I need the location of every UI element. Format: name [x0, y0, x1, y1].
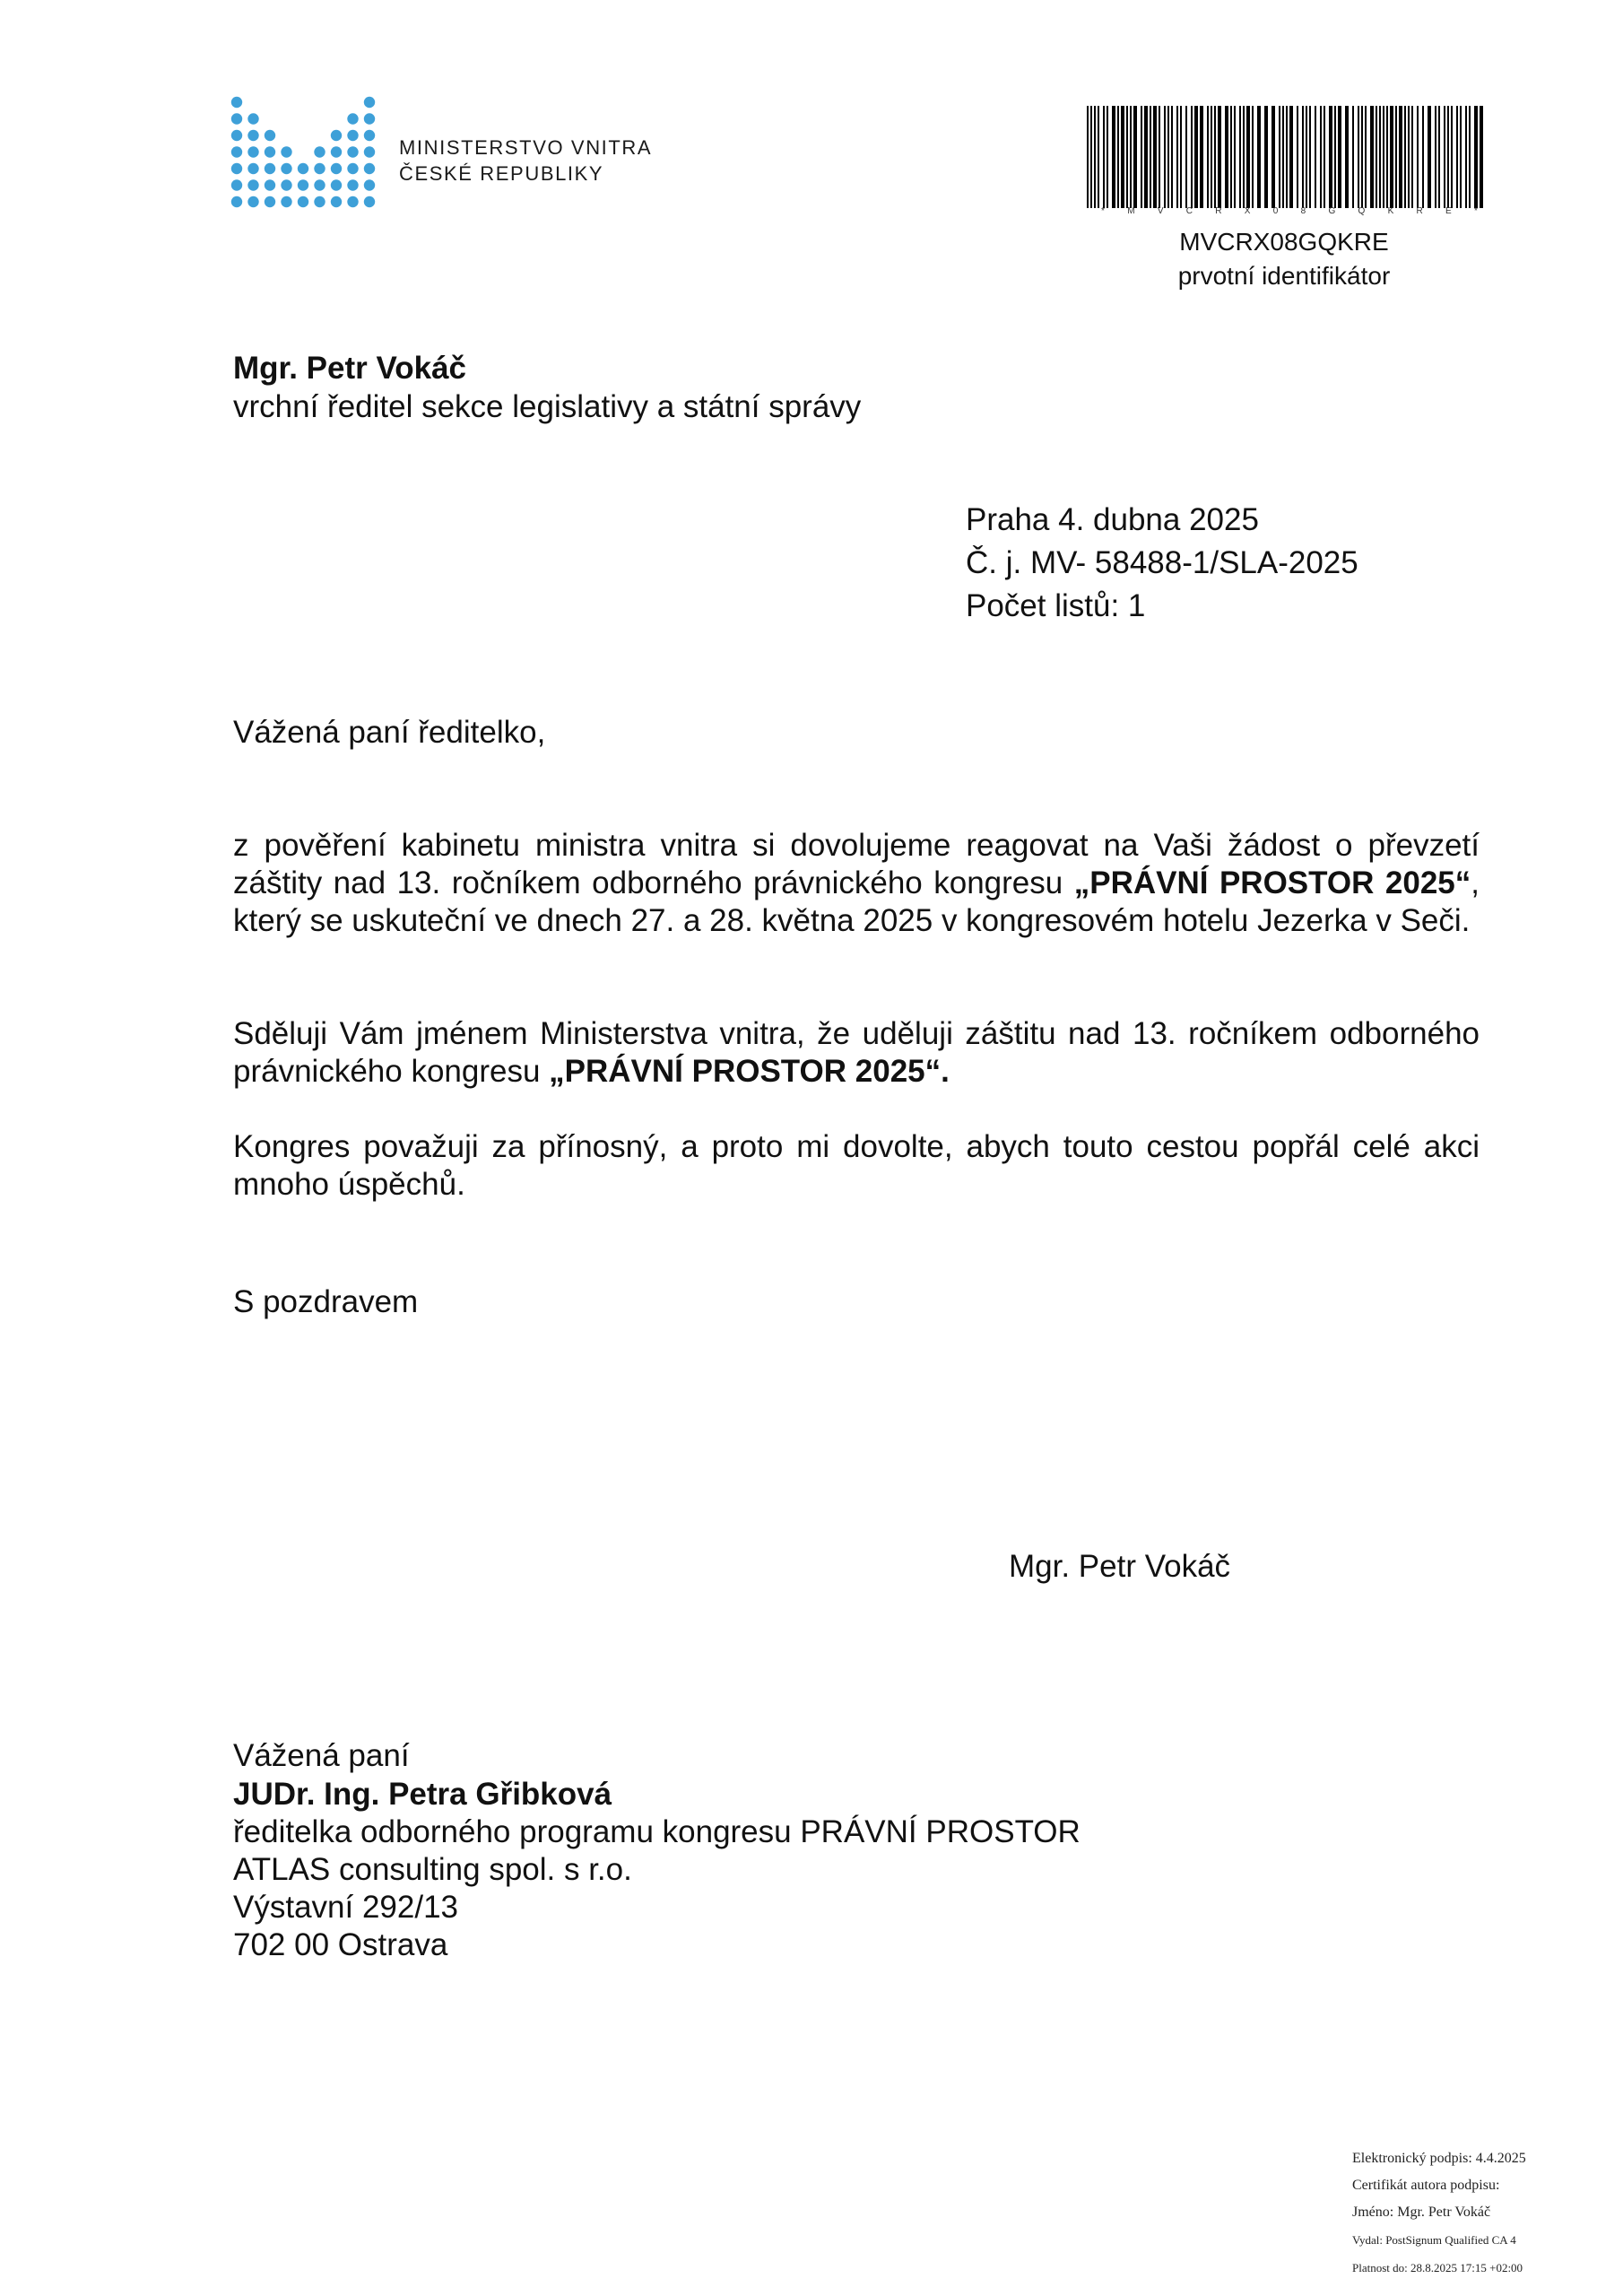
logo-dot	[247, 146, 258, 157]
barcode-bar	[1191, 106, 1193, 208]
body-paragraph-3: Kongres považuji za přínosný, a proto mi dovolte, abych touto cestou popřál celé akci mnoho úspěchů.	[233, 1129, 1480, 1202]
barcode-bar	[1309, 106, 1311, 208]
logo-dot	[347, 146, 358, 157]
logo-dot	[281, 163, 291, 174]
p1-event-name: „PRÁVNÍ PROSTOR 2025“	[1073, 865, 1471, 900]
esign-validity: Platnost do: 28.8.2025 17:15 +02:00	[1352, 2261, 1523, 2274]
barcode-char: *	[1473, 206, 1478, 216]
barcode-char: C	[1185, 206, 1193, 216]
barcode-bar	[1411, 106, 1413, 208]
barcode-bar	[1365, 106, 1367, 208]
logo-dot	[231, 179, 242, 190]
barcode-bar	[1399, 106, 1402, 208]
barcode-char: *	[1101, 206, 1105, 216]
barcode-char: V	[1157, 206, 1164, 216]
barcode-bar	[1094, 106, 1096, 208]
barcode-bar	[1444, 106, 1445, 208]
barcode-char: Q	[1358, 206, 1366, 216]
sender-name: Mgr. Petr Vokáč	[233, 351, 467, 386]
barcode-bar	[1211, 106, 1212, 208]
barcode-bar	[1438, 106, 1440, 208]
barcode-bar	[1383, 106, 1384, 208]
recipient-greeting: Vážená paní	[233, 1738, 410, 1773]
barcode-bar	[1171, 106, 1173, 208]
barcode-bar	[1279, 106, 1280, 208]
logo-dot	[364, 196, 375, 207]
barcode-bar	[1153, 106, 1157, 208]
barcode-bar	[1144, 106, 1148, 208]
barcode-bar	[1112, 106, 1115, 208]
recipient-company: ATLAS consulting spol. s r.o.	[233, 1852, 632, 1887]
logo-dot	[364, 163, 375, 174]
logo-dot	[281, 179, 291, 190]
barcode-bar	[1302, 106, 1304, 208]
barcode-bar	[1264, 106, 1268, 208]
logo-dot	[347, 113, 358, 124]
barcode-bar	[1306, 106, 1307, 208]
barcode-bar	[1370, 106, 1374, 208]
barcode-bar	[1103, 106, 1105, 208]
barcode-bar	[1334, 106, 1336, 208]
barcode-bar	[1271, 106, 1275, 208]
barcode-bar	[1230, 106, 1232, 208]
barcode-bar	[1257, 106, 1261, 208]
barcode-bar	[1194, 106, 1198, 208]
barcode-bar	[1460, 106, 1462, 208]
barcode-bar	[1107, 106, 1108, 208]
logo-dot	[265, 130, 275, 141]
logo-dot	[247, 196, 258, 207]
barcode-bar	[1345, 106, 1349, 208]
barcode-bar	[1447, 106, 1449, 208]
barcode-bar	[1376, 106, 1377, 208]
barcode-bar	[1386, 106, 1388, 208]
logo-dot	[364, 113, 375, 124]
barcode-char: 0	[1272, 206, 1279, 216]
logo-dot	[231, 130, 242, 141]
barcode-bar	[1243, 106, 1245, 208]
logo-dot	[231, 146, 242, 157]
logo-dot	[331, 163, 342, 174]
barcode-char: M	[1127, 206, 1135, 216]
logo-dot	[231, 163, 242, 174]
logo-dot	[247, 130, 258, 141]
barcode-bar	[1121, 106, 1124, 208]
logo-dot	[347, 130, 358, 141]
logo-dot	[347, 163, 358, 174]
barcode-bar	[1185, 106, 1187, 208]
logo-dot	[364, 179, 375, 190]
closing: S pozdravem	[233, 1284, 419, 1319]
logo-dot	[331, 146, 342, 157]
barcode-char: R	[1416, 206, 1423, 216]
logo-dot	[265, 146, 275, 157]
barcode-bar	[1324, 106, 1325, 208]
logo-dot	[347, 196, 358, 207]
barcode-bar	[1141, 106, 1142, 208]
barcode-bar	[1133, 106, 1137, 208]
logo-dot	[231, 97, 242, 108]
barcode-bar	[1207, 106, 1209, 208]
logo-dot	[281, 146, 291, 157]
logo-dot	[298, 179, 308, 190]
recipient-name: JUDr. Ing. Petra Gřibková	[233, 1777, 612, 1812]
barcode-bar	[1361, 106, 1363, 208]
barcode-char: K	[1387, 206, 1394, 216]
barcode-chars	[1101, 206, 1478, 216]
ministry-logo	[229, 94, 381, 211]
recipient-street: Výstavní 292/13	[233, 1890, 458, 1925]
barcode-label: prvotní identifikátor	[1177, 262, 1391, 290]
logo-dot	[314, 163, 325, 174]
logo-dot	[314, 196, 325, 207]
logo-dot	[231, 113, 242, 124]
p2-text-a: Sděluji Vám jménem Ministerstva vnitra, že uděluji záštitu nad 13. ročníkem odborného právnického kongresu	[233, 1016, 1480, 1089]
barcode-bar	[1404, 106, 1406, 208]
barcode-char: G	[1328, 206, 1336, 216]
barcode-bar	[1428, 106, 1431, 208]
logo-dot	[298, 196, 308, 207]
logo-dot	[347, 179, 358, 190]
body-paragraph-2	[233, 1015, 1480, 1091]
barcode-bar	[1480, 106, 1483, 208]
barcode	[1087, 106, 1485, 208]
logo-dot	[331, 196, 342, 207]
esign-issuer: Vydal: PostSignum Qualified CA 4	[1352, 2233, 1516, 2247]
barcode-bar	[1408, 106, 1410, 208]
body-paragraph-1	[233, 827, 1480, 940]
logo-line-2: ČESKÉ REPUBLIKY	[399, 162, 604, 185]
barcode-bar	[1098, 106, 1099, 208]
barcode-bar	[1422, 106, 1424, 208]
logo-dot	[247, 179, 258, 190]
esign-cert-label: Certifikát autora podpisu:	[1352, 2178, 1500, 2193]
barcode-bar	[1338, 106, 1341, 208]
salutation: Vážená paní ředitelko,	[233, 715, 546, 750]
barcode-bar	[1087, 106, 1089, 208]
barcode-bar	[1329, 106, 1332, 208]
barcode-bar	[1239, 106, 1241, 208]
logo-dot	[331, 179, 342, 190]
logo-dot	[265, 196, 275, 207]
barcode-bar	[1246, 106, 1250, 208]
barcode-bar	[1286, 106, 1288, 208]
recipient-city: 702 00 Ostrava	[233, 1927, 448, 1962]
logo-dot	[364, 146, 375, 157]
logo-dot	[265, 163, 275, 174]
logo-dot	[247, 113, 258, 124]
barcode-bar	[1159, 106, 1160, 208]
barcode-bar	[1176, 106, 1178, 208]
logo-dot	[364, 130, 375, 141]
sender-title: vrchní ředitel sekce legislativy a státní správy	[233, 389, 862, 424]
sheet-count: Počet listů: 1	[966, 588, 1146, 623]
p1-text-a: z pověření kabinetu ministra vnitra si dovolujeme reagovat na Vaši žádost o převzetí záštity nad 13. ročníkem odborného právnického kongresu	[233, 828, 1480, 900]
barcode-bar	[1200, 106, 1203, 208]
barcode-bar	[1465, 106, 1467, 208]
recipient-role: ředitelka odborného programu kongresu PRÁVNÍ PROSTOR	[233, 1814, 1081, 1849]
barcode-bar	[1150, 106, 1151, 208]
logo-dot	[314, 146, 325, 157]
logo-dot	[331, 130, 342, 141]
letter-date: Praha 4. dubna 2025	[966, 502, 1259, 537]
barcode-bar	[1234, 106, 1236, 208]
barcode-bar	[1164, 106, 1166, 208]
barcode-bar	[1379, 106, 1381, 208]
barcode-code: MVCRX08GQKRE	[1179, 228, 1389, 256]
barcode-bar	[1130, 106, 1132, 208]
p2-event-name: „PRÁVNÍ PROSTOR 2025“.	[549, 1054, 950, 1089]
barcode-bar	[1435, 106, 1436, 208]
logo-dot	[247, 163, 258, 174]
logo-dot	[314, 179, 325, 190]
barcode-bar	[1358, 106, 1359, 208]
barcode-char: X	[1244, 206, 1251, 216]
esign-date: Elektronický podpis: 4.4.2025	[1352, 2151, 1526, 2166]
barcode-bar	[1315, 106, 1316, 208]
barcode-char: R	[1215, 206, 1222, 216]
barcode-bar	[1180, 106, 1182, 208]
barcode-bar	[1395, 106, 1397, 208]
barcode-bar	[1282, 106, 1284, 208]
barcode-bar	[1225, 106, 1228, 208]
barcode-bar	[1214, 106, 1216, 208]
p1-text-b: , který se uskuteční ve dnech 27. a 28. května 2025 v kongresovém hotelu Jezerka v Seči.	[233, 865, 1480, 938]
barcode-bar	[1252, 106, 1254, 208]
barcode-char: 8	[1300, 206, 1306, 216]
logo-dot	[281, 196, 291, 207]
logo-dot	[231, 196, 242, 207]
barcode-bar	[1167, 106, 1169, 208]
logo-text	[399, 135, 652, 187]
barcode-bar	[1297, 106, 1298, 208]
logo-line-1: MINISTERSTVO VNITRA	[399, 136, 653, 159]
signatory-name: Mgr. Petr Vokáč	[1009, 1549, 1231, 1584]
logo-dot	[265, 179, 275, 190]
barcode-bar	[1090, 106, 1092, 208]
barcode-bar	[1474, 106, 1478, 208]
barcode-bar	[1126, 106, 1128, 208]
barcode-bar	[1456, 106, 1458, 208]
barcode-bar	[1451, 106, 1453, 208]
esign-name: Jméno: Mgr. Petr Vokáč	[1352, 2205, 1491, 2220]
barcode-bar	[1469, 106, 1471, 208]
barcode-bar	[1117, 106, 1119, 208]
logo-dot	[298, 163, 308, 174]
barcode-bar	[1390, 106, 1393, 208]
barcode-bar	[1417, 106, 1419, 208]
barcode-bar	[1218, 106, 1221, 208]
barcode-char: E	[1445, 206, 1452, 216]
barcode-bar	[1320, 106, 1322, 208]
logo-dot	[364, 97, 375, 108]
reference-number: Č. j. MV- 58488-1/SLA-2025	[966, 545, 1358, 580]
barcode-bar	[1289, 106, 1293, 208]
barcode-bar	[1352, 106, 1354, 208]
